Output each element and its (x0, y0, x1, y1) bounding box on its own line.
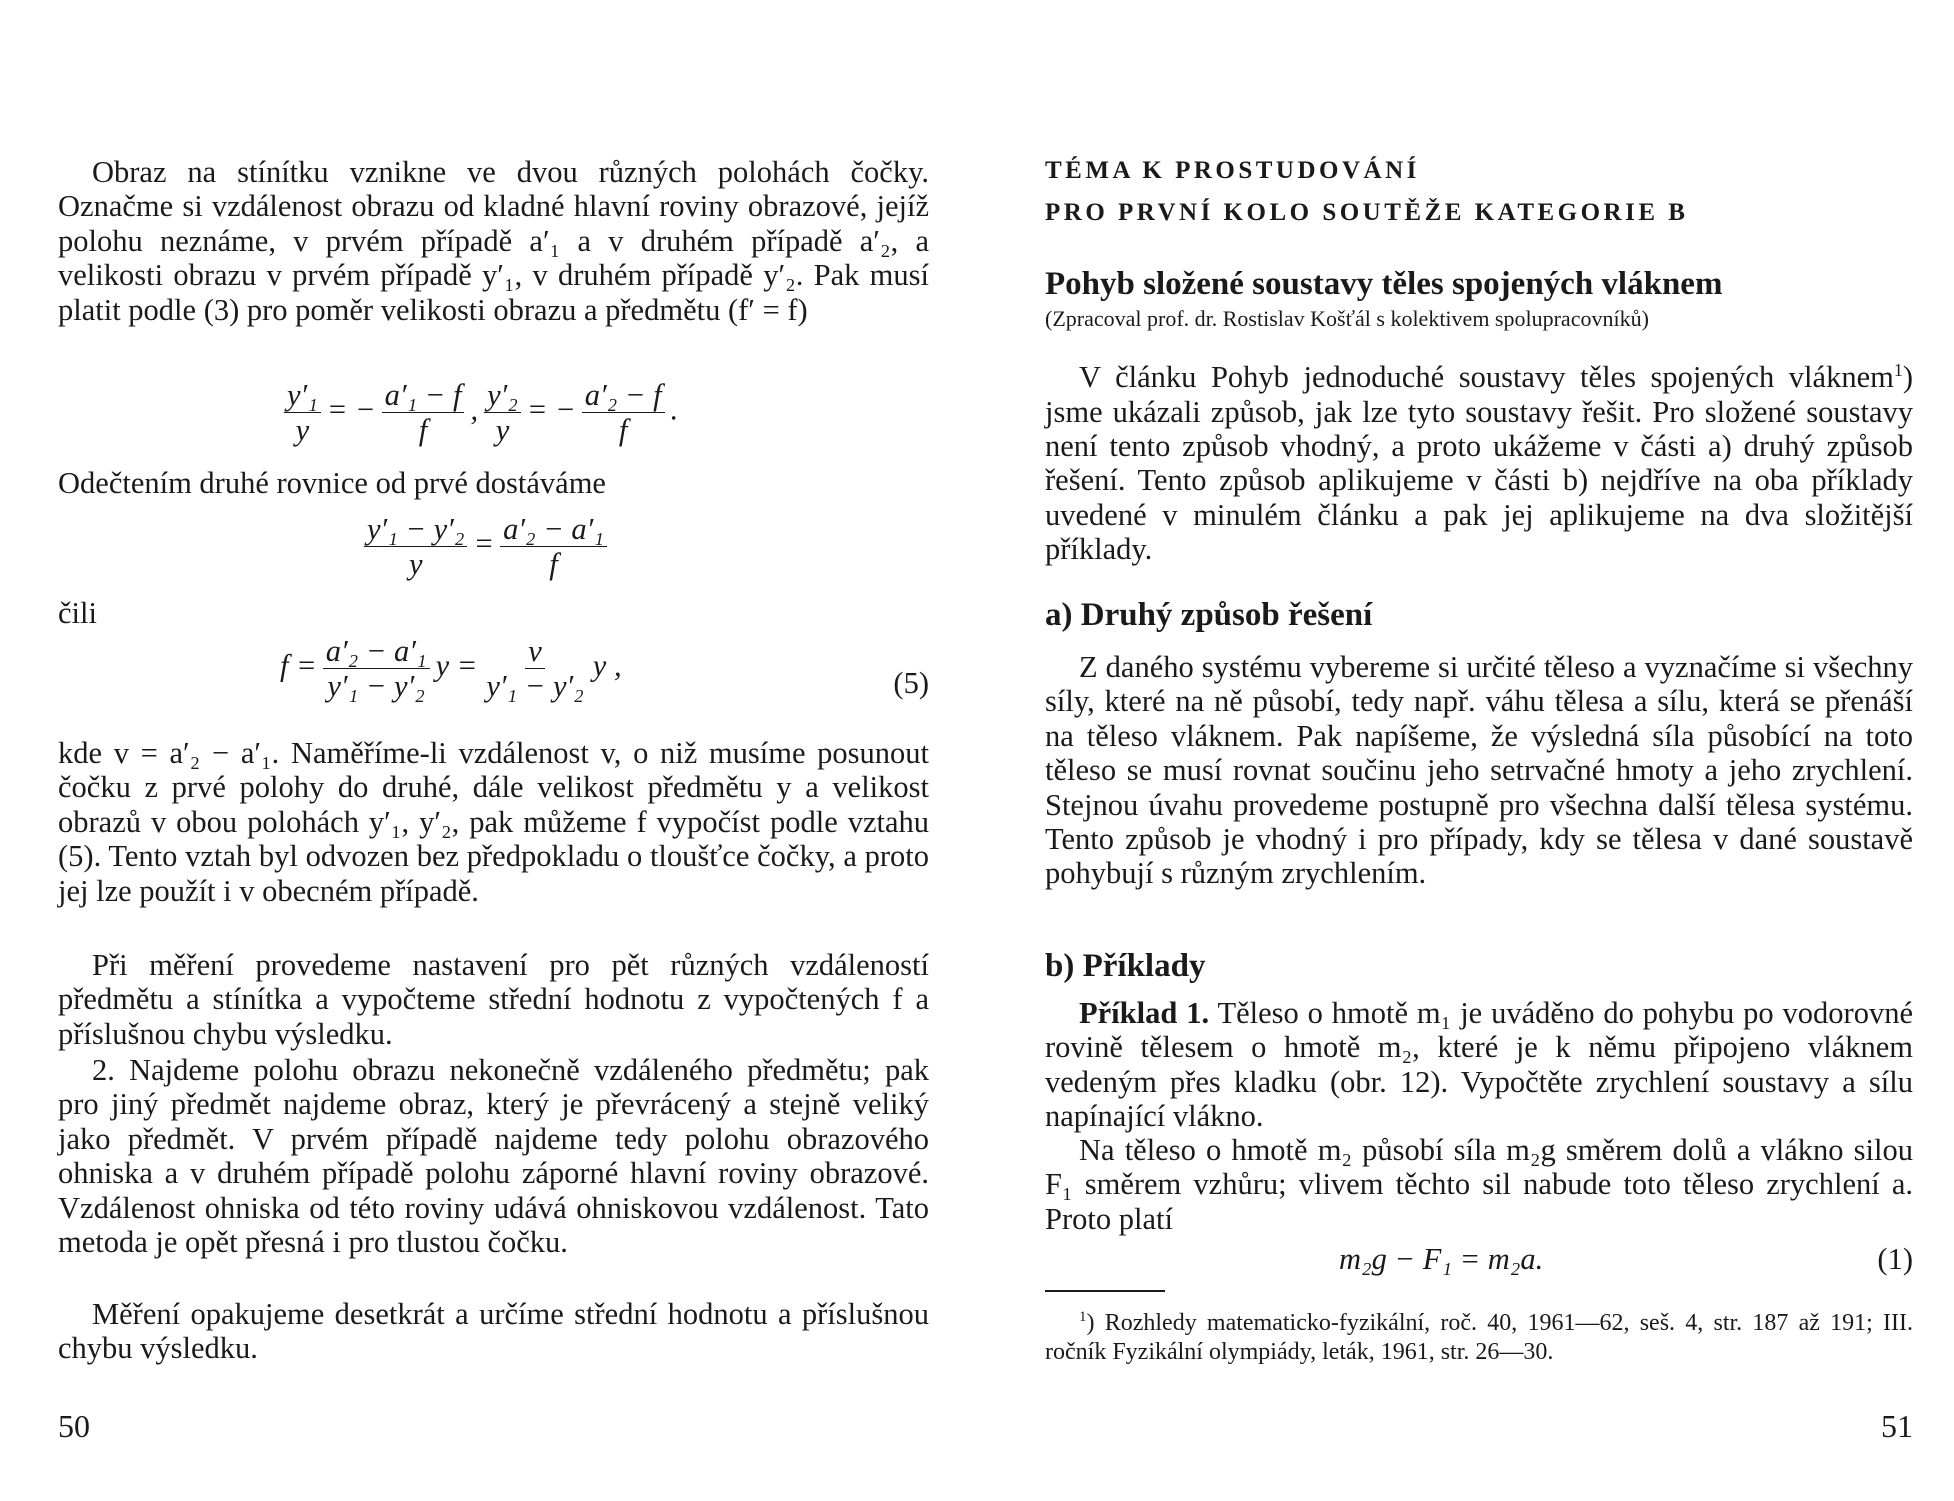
paragraph-3: Při měření provedeme nastavení pro pět různých vzdáleností předmětu a stínítka a vypočteme střední hodnotu z vypočtených f a příslušnou chybu výsledku. (58, 948, 929, 1051)
eq1-rhs2-den: f (618, 413, 628, 447)
intro-start: V článku Pohyb jednoduché soustavy těles spojených vláknem (1079, 360, 1894, 395)
eq1-end: . (670, 392, 679, 427)
equation-1: m₂g − F₁ = m₂a. (1339, 1242, 1544, 1276)
paragraph-4: 2. Najdeme polohu obrazu nekonečně vzdáleného předmětu; pak pro jiný předmět najdeme obraz, který je převrácený a stejně veliký jako předmět. V prvém případě najdeme tedy polohu obrazového ohniska a v druhém případě polohu záporné hlavní roviny obrazové. Vzdálenost ohniska od této roviny udává ohniskovou vzdálenost. Tato metoda je opět přesná i pro tlustou čočku. (58, 1053, 929, 1260)
eq1-mid2: = − (526, 392, 576, 427)
eq1-sep: , (470, 392, 479, 427)
example-1-label: Příklad 1. (1079, 996, 1210, 1030)
footnote-text: ) Rozhledy matematicko-fyzikální, roč. 40, 1961—62, seš. 4, str. 187 až 191; III. ročník Fyzikální olympiády, leták, 1961, str. 26—30. (1045, 1310, 1913, 1365)
eq2-lhs-num: y′₁ − y′₂ (364, 512, 467, 547)
eq1-mid1: = − (326, 392, 376, 427)
section-a-heading: a) Druhý způsob řešení (1045, 597, 1373, 633)
article-credit: (Zpracoval prof. dr. Rostislav Košťál s kolektivem spolupracovníků) (1045, 306, 1649, 331)
page-number-right: 51 (1881, 1408, 1913, 1444)
equation-number-1: (1) (1877, 1242, 1913, 1276)
equation-number-5: (5) (893, 666, 929, 700)
footnote (1045, 1303, 1913, 1367)
eq2-mid: = (473, 526, 495, 561)
eq1-rhs2-num: a′₂ − f (582, 378, 665, 413)
heading-line-2: PRO PRVNÍ KOLO SOUTĚŽE KATEGORIE B (1045, 199, 1689, 226)
section-a-paragraph: Z daného systému vybereme si určité těleso a vyznačíme si všechny síly, které na ně působí, tedy např. váhu tělesa a sílu, která se přenáší na těleso vláknem. Pak napíšeme, že výsledná síla působící na toto těleso se musí rovnat součinu jeho setrvačné hmoty a jeho zrychlení. Stejnou úvahu provedeme postupně pro všechna další tělesa systému. Tento způsob je vhodný i pro případy, kdy se tělesa v dané soustavě pohybují s různým zrychlením. (1045, 650, 1913, 891)
eq1-lhs1-den: y (295, 413, 310, 447)
paragraph-2: kde v = a′₂ − a′₁. Naměříme-li vzdálenost v, o niž musíme posunout čočku z prvé polohy do druhé, dále velikost předmětu y a velikost obrazů v obou polohách y′₁, y′₂, pak můžeme f vypočíst podle vztahu (5). Tento vztah byl odvozen bez předpokladu o tloušťce čočky, a proto jej lze použít i v obecném případě. (58, 736, 929, 908)
eq3-end: y , (592, 648, 622, 683)
intro-footnote-mark: 1 (1893, 360, 1903, 380)
equation-ratio (278, 378, 678, 447)
paragraph-1: Obraz na stínítku vznikne ve dvou různých polohách čočky. Označme si vzdálenost obrazu od kladné hlavní roviny obrazové, jejíž polohu neznáme, v prvém případě a′₁ a v druhém případě a′₂, a velikosti obrazu v prvém případě y′₁, v druhém případě y′₂. Pak musí platit podle (3) pro poměr velikosti obrazu a předmětu (f′ = f) (58, 155, 929, 327)
eq1-lhs2-den: y (495, 413, 510, 447)
example-1-text: Těleso o hmotě m₁ je uváděno do pohybu po vodorovné rovině tělesem o hmotě m₂, které je k němu připojeno vláknem vedeným přes kladku (obr. 12). Vypočtěte zrychlení soustavy a sílu napínající vlákno. (1045, 996, 1914, 1134)
page-number-left: 50 (58, 1408, 90, 1444)
intro-rest: ) jsme ukázali způsob, jak lze tyto soustavy řešit. Pro složené soustavy není tento způsob vhodný, a proto ukážeme v části a) druhý způsob řešení. Tento způsob aplikujeme v části b) nejdříve na oba příklady uvedené v minulém článku a pak jej aplikujeme na dva složitější příklady. (1045, 360, 1913, 567)
eq1-rhs1-num: a′₁ − f (382, 378, 465, 413)
eq3-frac2-den: y′₁ − y′₂ (486, 669, 584, 703)
eq2-rhs-den: f (549, 547, 558, 581)
paragraph-5: Měření opakujeme desetkrát a určíme střední hodnotu a příslušnou chybu výsledku. (58, 1297, 929, 1366)
eq3-frac2-num: v (525, 634, 545, 669)
forces-paragraph: Na těleso o hmotě m₂ působí síla m₂g směrem dolů a vlákno silou F₁ směrem vzhůru; vlivem těchto sil nabude toto těleso zrychlení a. Proto platí (1045, 1133, 1913, 1236)
eq1-lhs2-num: y′₂ (484, 378, 521, 413)
footnote-rule (1045, 1290, 1165, 1292)
eq1-lhs1-num: y′₁ (284, 378, 321, 413)
eq1-rhs1-den: f (418, 413, 428, 447)
eq2-rhs-num: a′₂ − a′₁ (500, 512, 607, 547)
section-b-heading: b) Příklady (1045, 948, 1206, 984)
eq3-lhs: f = (280, 648, 317, 683)
eq3-mid: y = (435, 648, 478, 683)
article-title: Pohyb složené soustavy těles spojených vláknem (1045, 266, 1723, 302)
equation-5 (280, 634, 622, 703)
heading-line-1: TÉMA K PROSTUDOVÁNÍ (1045, 157, 1420, 184)
eq3-frac1-den: y′₁ − y′₂ (327, 669, 425, 703)
line-subtraction: Odečtením druhé rovnice od prvé dostáváme (58, 466, 606, 500)
example-1-paragraph (1045, 996, 1913, 1134)
word-cili: čili (58, 596, 97, 630)
intro-paragraph (1045, 353, 1913, 567)
eq3-frac1-num: a′₂ − a′₁ (323, 634, 430, 669)
equation-difference (358, 512, 613, 581)
eq2-lhs-den: y (408, 547, 423, 581)
footnote-mark: 1 (1079, 1309, 1087, 1325)
